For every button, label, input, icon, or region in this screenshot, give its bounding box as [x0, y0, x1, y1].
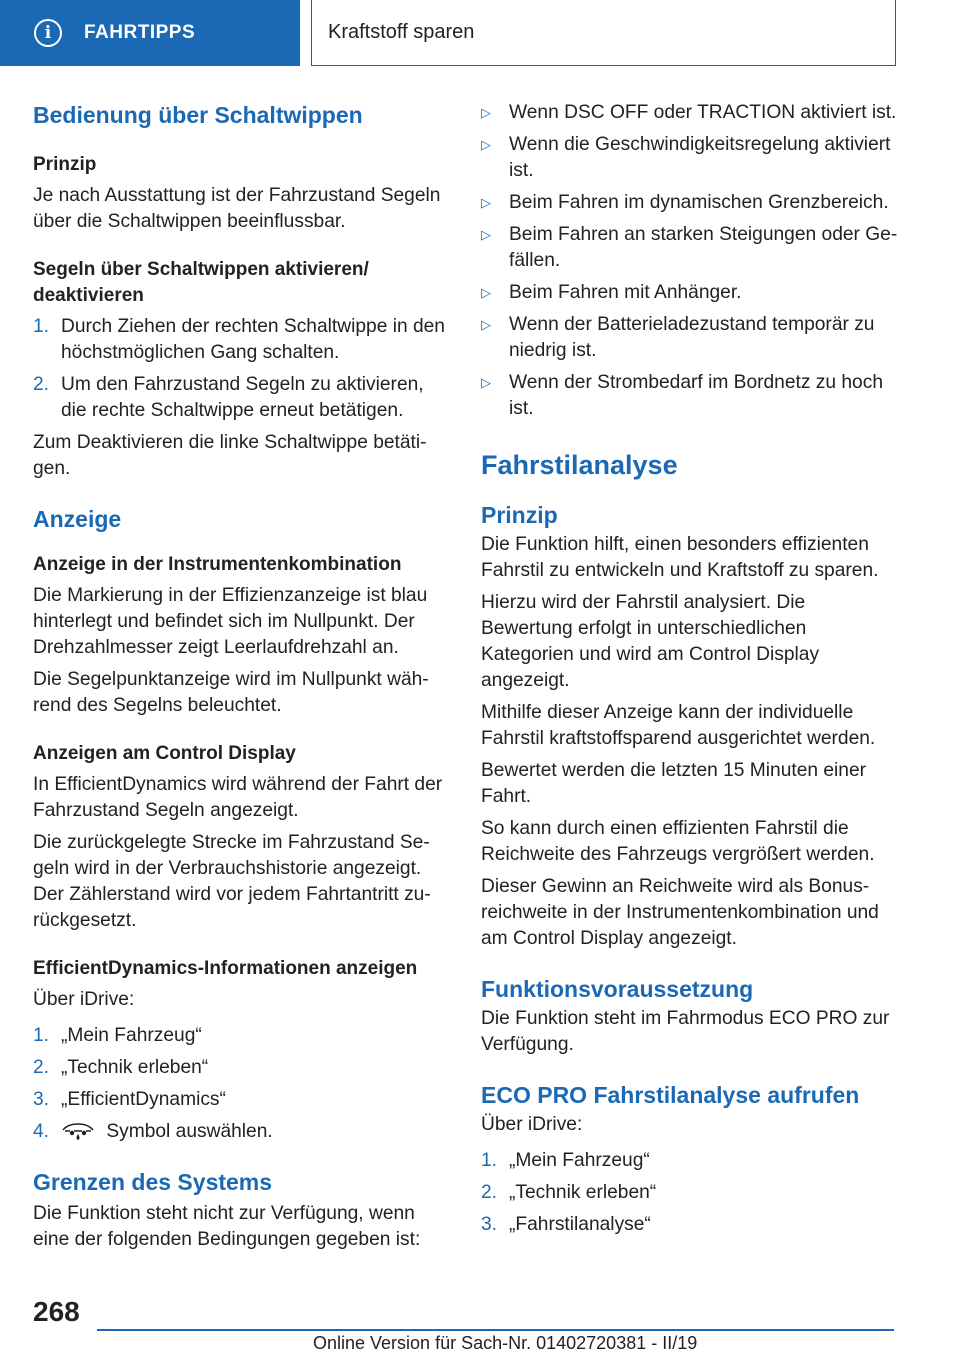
list-item [33, 372, 448, 424]
list-item [481, 1212, 899, 1238]
list-item [481, 222, 899, 274]
paragraph-control-2: Die zurückgelegte Strecke im Fahrzustand Se-geln wird in der Verbrauchshistorie angezeigt. Der Zählerstand wird vor jedem Fahrtantritt zu-rückgesetzt. [33, 832, 431, 931]
eco-steps [481, 1148, 899, 1238]
grenzen-bullets [481, 100, 899, 422]
step-number: 3. [481, 1214, 498, 1235]
list-item [481, 280, 899, 306]
list-item [481, 132, 899, 184]
triangle-bullet-icon: ▷ [481, 375, 491, 390]
heading-instrumentenkombination: Anzeige in der Instrumentenkombination [33, 554, 402, 575]
heading-efficientdynamics: EfficientDynamics-Informationen anzeigen [33, 958, 418, 979]
triangle-bullet-icon: ▷ [481, 105, 491, 120]
info-icon: i [34, 19, 62, 47]
paragraph-prinzip2-3: Mithilfe dieser Anzeige kann der individuelle Fahrstil kraftstoffsparend ausgerichtet werden. [481, 702, 876, 749]
bullet-text: Wenn der Strombedarf im Bordnetz zu hoch ist. [509, 372, 883, 419]
step-number: 1. [33, 1025, 50, 1046]
page-number: 268 [33, 1296, 80, 1327]
page-header [0, 0, 960, 66]
triangle-bullet-icon: ▷ [481, 227, 491, 242]
paragraph-prinzip2-1: Die Funktion hilft, einen besonders effizienten Fahrstil zu entwickeln und Kraftstoff zu sparen. [481, 534, 879, 581]
triangle-bullet-icon: ▷ [481, 195, 491, 210]
heading-prinzip-2: Prinzip [481, 502, 558, 528]
heading-grenzen: Grenzen des Systems [33, 1169, 273, 1195]
list-item [481, 370, 899, 422]
paragraph-prinzip2-4: Bewertet werden die letzten 15 Minuten einer Fahrt. [481, 760, 867, 807]
step-text: „EfficientDynamics“ [61, 1089, 226, 1110]
step-number: 2. [481, 1182, 498, 1203]
list-item [33, 1087, 448, 1113]
step-text: „Mein Fahrzeug“ [509, 1150, 650, 1171]
paragraph-control-1: In EfficientDynamics wird während der Fahrt der Fahrzustand Segeln angezeigt. [33, 774, 443, 821]
step-text: „Technik erleben“ [509, 1182, 657, 1203]
bullet-text: Wenn der Batterieladezustand temporär zu niedrig ist. [509, 314, 875, 361]
chapter-title-box [311, 0, 896, 66]
paragraph-voraussetzung: Die Funktion steht im Fahrmodus ECO PRO zur Verfügung. [481, 1008, 890, 1055]
paragraph-prinzip: Je nach Ausstattung ist der Fahrzustand Segeln über die Schaltwippen beeinflussbar. [33, 185, 441, 232]
list-item [481, 312, 899, 364]
online-version-note: Online Version für Sach-Nr. 01402720381 - II/19 [313, 1333, 698, 1353]
paragraph-prinzip2-2: Hierzu wird der Fahrstil analysiert. Die Bewertung erfolgt in unterschiedlichen Kategorien und wird am Control Display angezeigt. [481, 592, 820, 691]
triangle-bullet-icon: ▷ [481, 137, 491, 152]
step-number: 2. [33, 374, 50, 395]
section-label: FAHRTIPPS [84, 22, 196, 43]
triangle-bullet-icon: ▷ [481, 285, 491, 300]
paragraph-grenzen: Die Funktion steht nicht zur Verfügung, wenn eine der folgenden Bedingungen gegeben ist: [33, 1203, 421, 1250]
car-icon [61, 1122, 95, 1142]
list-item [33, 1119, 448, 1145]
step-text: „Technik erleben“ [61, 1057, 209, 1078]
triangle-bullet-icon: ▷ [481, 317, 491, 332]
step-text: „Mein Fahrzeug“ [61, 1025, 202, 1046]
step-text: Um den Fahrzustand Segeln zu aktivieren, die rechte Schaltwippe erneut betätigen. [61, 374, 424, 421]
list-item [481, 100, 899, 126]
segeln-steps [33, 314, 448, 424]
list-item [33, 1055, 448, 1081]
bullet-text: Wenn DSC OFF oder TRACTION aktiviert ist. [509, 102, 897, 123]
paragraph-eco-intro: Über iDrive: [481, 1114, 583, 1135]
step-text: Durch Ziehen der rechten Schaltwippe in den höchstmöglichen Gang schalten. [61, 316, 445, 363]
list-item [33, 314, 448, 366]
heading-funktionsvoraussetzung: Funktionsvoraussetzung [481, 976, 754, 1002]
ed-steps [33, 1023, 448, 1145]
right-column [481, 100, 899, 1238]
bullet-text: Beim Fahren im dynamischen Grenzbereich. [509, 192, 889, 213]
paragraph-instrument-2: Die Segelpunktanzeige wird im Nullpunkt wäh-rend des Segelns beleuchtet. [33, 669, 429, 716]
list-item [481, 1148, 899, 1174]
list-item [33, 1023, 448, 1049]
step-number: 3. [33, 1089, 50, 1110]
heading-prinzip: Prinzip [33, 154, 97, 175]
heading-fahrstilanalyse: Fahrstilanalyse [481, 450, 678, 480]
footer-divider [97, 1329, 894, 1331]
heading-eco-pro: ECO PRO Fahrstilanalyse aufrufen [481, 1082, 860, 1108]
heading-control-display: Anzeigen am Control Display [33, 743, 296, 764]
heading-anzeige: Anzeige [33, 506, 122, 532]
list-item [481, 1180, 899, 1206]
heading-schaltwippen: Bedienung über Schaltwippen [33, 102, 363, 128]
step-number: 4. [33, 1121, 50, 1142]
left-column [33, 100, 448, 1253]
paragraph-instrument-1: Die Markierung in der Effizienzanzeige ist blau hinterlegt und befindet sich im Nullpunkt. Der Drehzahlmesser zeigt Leerlaufdrehzahl an. [33, 585, 428, 658]
step-number: 2. [33, 1057, 50, 1078]
paragraph-prinzip2-6: Dieser Gewinn an Reichweite wird als Bonus-reichweite in der Instrumentenkombination und am Control Display angezeigt. [481, 876, 879, 949]
paragraph-idrive-intro: Über iDrive: [33, 989, 135, 1010]
step-text: „Fahrstilanalyse“ [509, 1214, 651, 1235]
bullet-text: Wenn die Geschwindigkeitsregelung aktiviert ist. [509, 134, 891, 181]
section-tab [0, 0, 300, 66]
bullet-text: Beim Fahren mit Anhänger. [509, 282, 742, 303]
chapter-title: Kraftstoff sparen [328, 21, 475, 43]
list-item [481, 190, 899, 216]
paragraph-deaktivieren: Zum Deaktivieren die linke Schaltwippe betäti-gen. [33, 432, 427, 479]
step-text: Symbol auswählen. [106, 1121, 273, 1142]
heading-segeln: Segeln über Schaltwippen aktivieren/ deaktivieren [33, 259, 369, 306]
bullet-text: Beim Fahren an starken Steigungen oder Ge-fällen. [509, 224, 898, 271]
paragraph-prinzip2-5: So kann durch einen effizienten Fahrstil die Reichweite des Fahrzeugs vergrößert werden. [481, 818, 875, 865]
step-number: 1. [33, 316, 50, 337]
step-number: 1. [481, 1150, 498, 1171]
